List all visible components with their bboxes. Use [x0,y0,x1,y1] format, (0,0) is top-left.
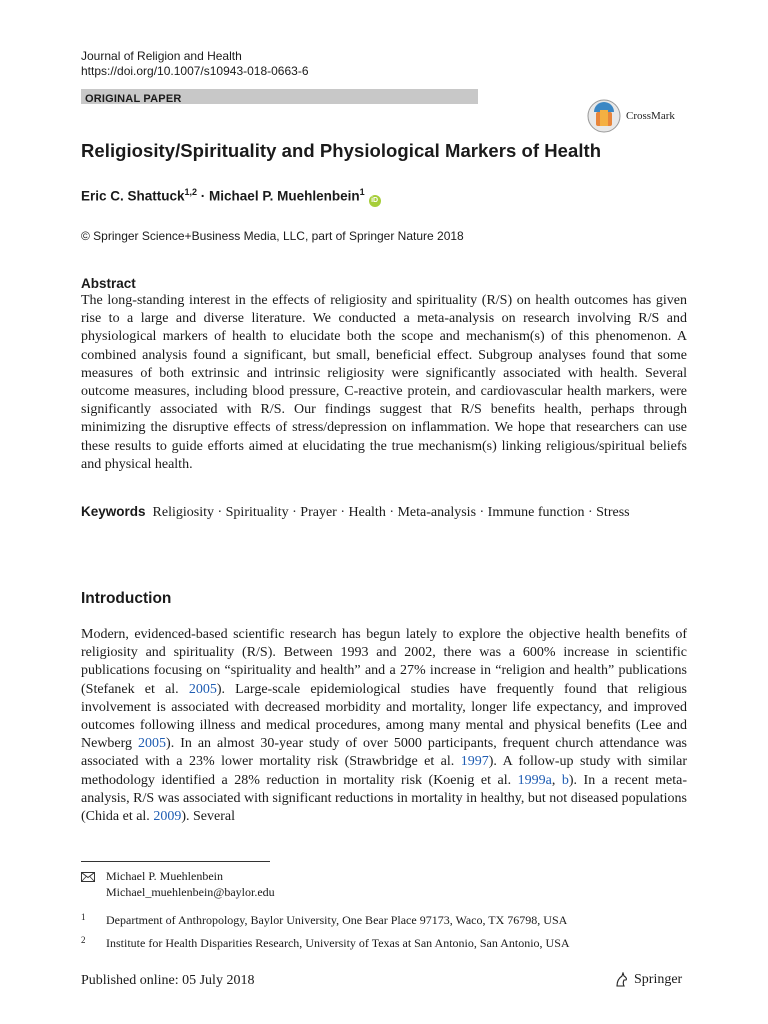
citation-link[interactable]: 2005 [188,681,217,697]
introduction-paragraph [81,626,687,826]
author-affiliation-sup: 1 [359,187,365,197]
article-type-label: ORIGINAL PAPER [85,93,182,105]
author-affiliation-sup: 1,2 [184,187,198,197]
citation-link[interactable]: 1997 [460,754,489,770]
author-list [81,187,381,207]
journal-header [81,49,309,79]
crossmark-label: CrossMark [626,110,675,122]
intro-text: ). Several [181,809,235,825]
contact-name: Michael P. Muehlenbein [106,869,223,883]
author-name[interactable]: Eric C. Shattuck [81,188,185,204]
citation-link[interactable]: 1999a [517,772,552,788]
keywords-list: Religiosity · Spirituality · Prayer · Health · Meta-analysis · Immune function · Stress [152,505,630,520]
article-title: Religiosity/Spirituality and Physiological Markers of Health [81,140,602,161]
abstract-text: The long-standing interest in the effects of religiosity and spirituality (R/S) on health outcomes has given rise to a large and diverse literature. We conducted a meta-analysis on research involving R/S and physiological markers of health to elucidate both the scope and mechanism(s) of this phenomenon. A combined analysis found a significant, but small, beneficial effect. Subgroup analyses found that some measures of both extrinsic and intrinsic religiosity were significantly associated with health. Several outcome measures, including blood pressure, C-reactive protein, and cardiovascular health markers, were significantly associated with R/S. Our findings suggest that R/S benefits health, perhaps through minimizing the disruptive effects of stress/depression on inflammation. We hope that researchers can use these results to guide efforts aimed at elucidating the true mechanism(s) linking religious/spiritual beliefs and physical health. [81,293,687,472]
intro-text: , [551,772,562,788]
article-type-badge [81,89,478,104]
contact-email[interactable]: Michael_muehlenbein@baylor.edu [106,885,275,899]
intro-text: Modern, evidenced-based scientific research has begun lately to explore the objective health benefits of religiosity and spirituality (R/S). Between 1993 and 2002, there was a 600% increase in scientific publications focusing on “spirituality and health” and a 27% increase in “religion and health” publications (Stefanek et al. [81,627,687,697]
intro-text: ). In an almost 30-year study of over 5000 participants, frequent church attendance was associated with a 23% lower mortality risk (Strawbridge et al. [81,736,687,770]
affiliation-2: Institute for Health Disparities Research, University of Texas at San Antonio, San Antonio, USA [106,936,570,950]
doi-link[interactable]: https://doi.org/10.1007/s10943-018-0663-6 [81,64,309,78]
citation-link[interactable]: b [561,772,569,788]
intro-text: ). In a recent meta-analysis, R/S was associated with significant reductions in mortality in healthy, but not diseased populations (Chida et al. [81,772,687,825]
crossmark-icon [586,98,622,134]
keywords-label: Keywords [81,504,146,519]
intro-text: ). Large-scale epidemiological studies have frequently found that religious involvement is associated with decreased morbidity and mortality, longer life expectancy, and improved outcomes following illness and medical procedures, among many mental and physical benefits (Lee and Newberg [81,681,687,752]
affiliation-1: Department of Anthropology, Baylor University, One Bear Place 97173, Waco, TX 76798, USA [106,913,568,927]
springer-horse-icon [614,972,630,988]
citation-link[interactable]: 2005 [138,736,167,752]
publisher-name: Springer [634,972,683,987]
abstract-heading: Abstract [81,276,136,291]
author-name[interactable]: Michael P. Muehlenbein [209,188,360,204]
published-date: Published online: 05 July 2018 [81,973,255,988]
keywords [81,503,687,522]
crossmark-button[interactable] [586,98,690,134]
envelope-icon [81,872,95,882]
introduction-heading: Introduction [81,590,172,607]
citation-link[interactable]: 2009 [153,809,182,825]
intro-text: ). A follow-up study with similar methodology identified a 28% reduction in mortality risk (Koenig et al. [81,754,687,788]
affiliation-number: 2 [81,935,86,945]
orcid-icon[interactable]: iD [369,195,381,207]
springer-logo[interactable] [614,972,682,988]
author-separator: · [197,188,210,204]
footnote-divider [81,861,270,862]
copyright-notice: © Springer Science+Business Media, LLC, part of Springer Nature 2018 [81,229,464,243]
corresponding-author [106,868,275,900]
affiliation-number: 1 [81,912,86,922]
journal-name: Journal of Religion and Health [81,49,242,63]
